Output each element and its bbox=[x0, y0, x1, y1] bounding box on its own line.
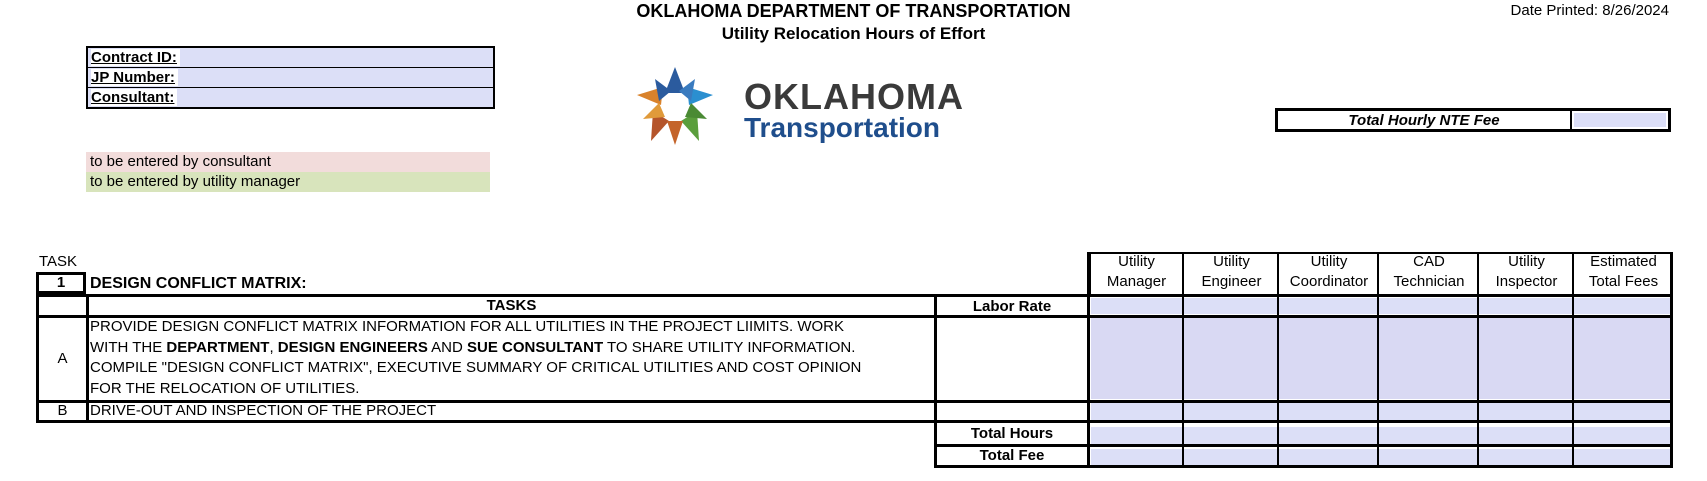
role-line2: Manager bbox=[1106, 273, 1167, 290]
role-line2: Inspector bbox=[1495, 273, 1558, 290]
row-a-line1: PROVIDE DESIGN CONFLICT MATRIX INFORMATION FOR ALL UTILITIES IN THE PROJECT LIIMITS. WORK bbox=[90, 318, 844, 335]
total-hours-label: Total Hours bbox=[970, 425, 1054, 442]
role-line1: Utility bbox=[1213, 253, 1250, 270]
grid-line bbox=[934, 465, 1673, 468]
role-line2: Technician bbox=[1393, 273, 1465, 290]
section-title: DESIGN CONFLICT MATRIX: bbox=[90, 275, 307, 292]
total-nte-fee-value[interactable] bbox=[1574, 113, 1666, 127]
total-fee-fill[interactable] bbox=[1091, 449, 1671, 465]
role-line1: Utility bbox=[1508, 253, 1545, 270]
total-nte-fee-box bbox=[1275, 108, 1671, 132]
text-bold: DESIGN ENGINEERS bbox=[277, 338, 428, 356]
role-header-utility-coordinator bbox=[1279, 252, 1379, 294]
page-title: OKLAHOMA DEPARTMENT OF TRANSPORTATION bbox=[636, 1, 1071, 21]
role-line1: Estimated bbox=[1590, 253, 1657, 270]
text-bold: DEPARTMENT bbox=[166, 338, 270, 356]
task-header-label: TASK bbox=[39, 253, 78, 270]
contract-info-box bbox=[86, 46, 495, 109]
total-fee-label: Total Fee bbox=[979, 447, 1045, 464]
row-a-line3: COMPILE "DESIGN CONFLICT MATRIX", EXECUTIVE SUMMARY OF CRITICAL UTILITIES AND COST OPINION bbox=[90, 359, 862, 376]
jp-number-field[interactable] bbox=[88, 68, 493, 88]
grid-line bbox=[1670, 252, 1673, 468]
tasks-column-header: TASKS bbox=[486, 297, 537, 314]
jp-number-label: JP Number: bbox=[91, 69, 178, 86]
labor-rate-header: Labor Rate bbox=[972, 298, 1052, 315]
text: WITH THE bbox=[90, 338, 167, 356]
role-line1: CAD bbox=[1413, 253, 1445, 270]
row-a-letter: A bbox=[57, 350, 68, 367]
total-nte-fee-label: Total Hourly NTE Fee bbox=[1278, 111, 1572, 129]
grid-line bbox=[1477, 252, 1479, 468]
role-header-cad-technician bbox=[1379, 252, 1479, 294]
logo-line1: OKLAHOMA bbox=[744, 76, 964, 117]
page-subtitle: Utility Relocation Hours of Effort bbox=[721, 24, 986, 43]
row-a-line4: FOR THE RELOCATION OF UTILITIES. bbox=[90, 379, 360, 397]
text: , bbox=[269, 338, 278, 356]
text-bold: SUE CONSULTANT bbox=[467, 338, 604, 356]
grid-line bbox=[1087, 252, 1090, 468]
grid-line bbox=[1277, 252, 1279, 468]
contract-id-label: Contract ID: bbox=[91, 49, 180, 66]
role-header-utility-manager bbox=[1089, 252, 1184, 294]
role-line1: Utility bbox=[1310, 253, 1348, 270]
grid-line bbox=[1377, 252, 1379, 468]
total-hours-fill[interactable] bbox=[1091, 427, 1671, 444]
role-header-utility-inspector bbox=[1479, 252, 1574, 294]
consultant-label: Consultant: bbox=[91, 89, 177, 106]
row-b-hours-fill[interactable] bbox=[1091, 403, 1671, 420]
date-printed: Date Printed: 8/26/2024 bbox=[1510, 2, 1669, 19]
labor-rate-fill[interactable] bbox=[1091, 298, 1671, 314]
grid-line bbox=[1572, 252, 1574, 468]
consultant-field[interactable] bbox=[88, 88, 493, 107]
grid-line bbox=[1182, 252, 1184, 468]
odot-logo bbox=[632, 64, 972, 150]
role-header-utility-engineer bbox=[1184, 252, 1279, 294]
legend-utility-manager: to be entered by utility manager bbox=[86, 172, 490, 192]
logo-line2: Transportation bbox=[744, 112, 941, 143]
row-b-letter: B bbox=[57, 402, 68, 419]
row-a-line2 bbox=[90, 338, 932, 359]
role-line2: Total Fees bbox=[1588, 273, 1659, 290]
role-line2: Engineer bbox=[1201, 273, 1262, 290]
role-header-estimated-total-fees bbox=[1574, 252, 1673, 294]
text: AND bbox=[427, 338, 468, 356]
row-b-description: DRIVE-OUT AND INSPECTION OF THE PROJECT bbox=[90, 402, 437, 419]
row-a-hours-fill[interactable] bbox=[1091, 318, 1671, 399]
role-line2: Coordinator bbox=[1289, 273, 1369, 290]
task-number: 1 bbox=[36, 272, 86, 294]
legend-consultant: to be entered by consultant bbox=[86, 152, 490, 172]
text: TO SHARE UTILITY INFORMATION. bbox=[603, 338, 856, 356]
role-line1: Utility bbox=[1118, 253, 1155, 270]
contract-id-field[interactable] bbox=[88, 48, 493, 68]
row-a-description bbox=[90, 317, 932, 399]
